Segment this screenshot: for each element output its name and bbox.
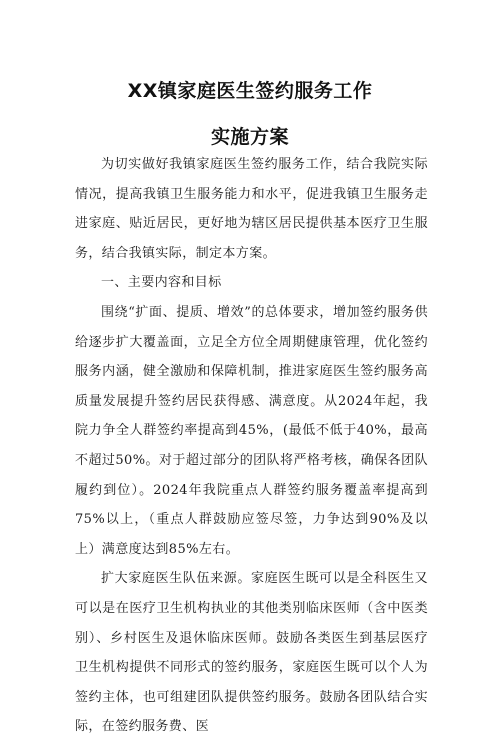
document-subtitle: 实施方案 [210,126,289,148]
document-title: XX镇家庭医生签约服务工作 [127,80,373,102]
section-heading: 一、主要内容和目标 [101,275,222,291]
team-paragraph: 扩大家庭医生队伍来源。家庭医生既可以是全科医生又可以是在医疗卫生机构执业的其他类别临床医师（含中医类别）、乡村医生及退休临床医师。鼓励各类医生到基层医疗卫生机构提供不同形式的签约服务，家庭医生既可以个人为签约主体，也可组建团队提供签约服务。鼓励各团队结合实际，在签约服务费、医 [75,571,428,735]
intro-paragraph: 为切实做好我镇家庭医生签约服务工作，结合我院实际情况，提高我镇卫生服务能力和水平，促进我镇卫生服务走进家庭、贴近居民，更好地为辖区居民提供基本医疗卫生服务，结合我镇实际，制定本方案。 [75,157,428,261]
document-body [75,150,428,742]
goals-paragraph: 围绕“扩面、提质、增效”的总体要求，增加签约服务供给逐步扩大覆盖面，立足全方位全周期健康管理，优化签约服务内涵，健全激励和保障机制，推进家庭医生签约服务高质量发展提升签约居民获得感、满意度。从2024年起，我院力争全人群签约率提高到45%，(最低不低于40%，最高不超过50%。对于超过部分的团队将严格考核，确保各团队履约到位）。2024年我院重点人群签约服务覆盖率提高到75%以上，（重点人群鼓励应签尽签，力争达到90%及以上）满意度达到85%左右。 [75,304,428,557]
